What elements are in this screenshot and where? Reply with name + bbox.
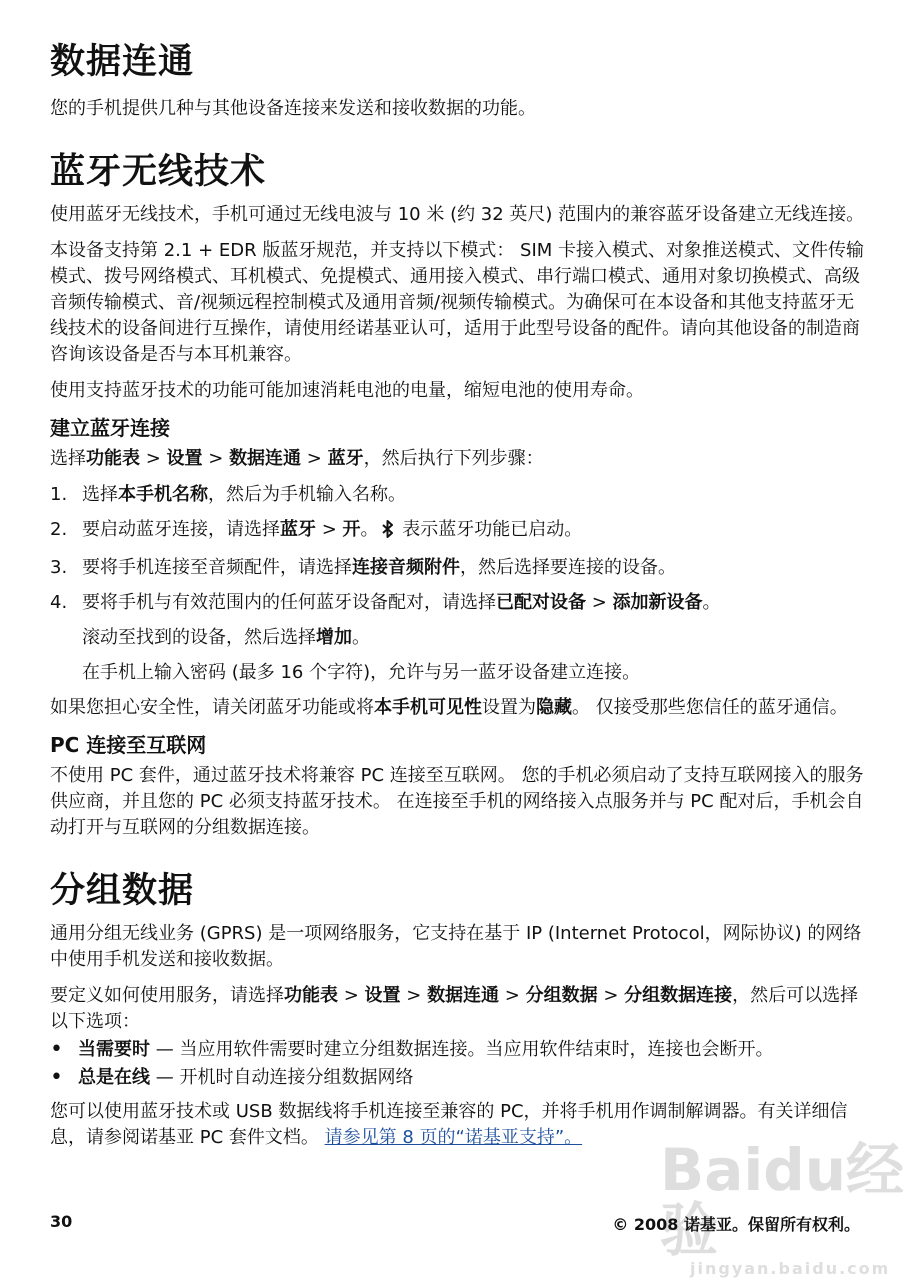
intro-paragraph: 您的手机提供几种与其他设备连接来发送和接收数据的功能。 xyxy=(50,98,536,119)
list-item: • 总是在线 — 开机时自动连接分组数据网络 xyxy=(50,1065,414,1090)
step4-detail-1: 滚动至找到的设备，然后选择增加。 xyxy=(82,627,370,648)
bluetooth-steps-list xyxy=(50,482,870,616)
step4-detail-2: 在手机上输入密码 (最多 16 个字符)，允许与另一蓝牙设备建立连接。 xyxy=(82,662,641,683)
bullet-icon: • xyxy=(50,1037,63,1062)
watermark-brand: Baidu经验 xyxy=(660,1136,905,1264)
section-title-bluetooth: 蓝牙无线技术 xyxy=(50,152,267,192)
bullet-icon: • xyxy=(50,1065,63,1090)
bluetooth-paragraph-2: 本设备支持第 2.1 + EDR 版蓝牙规范，并支持以下模式： SIM 卡接入模式、对象推送模式、文件传输模式、拨号网络模式、耳机模式、免提模式、通用接入模式、串行端口模式、通用对象切换模式、高级音频传输模式、音/视频远程控制模式及通用音频/视频传输模式。为确保可在本设备和其他支持蓝牙无线技术的设备间进行互操作，请使用经诺基亚认可，适用于此型号设备的配件。请向其他设备的制造商咨询该设备是否与本耳机兼容。 xyxy=(50,240,865,365)
section-title-packet-data: 分组数据 xyxy=(50,871,195,911)
packet-data-options xyxy=(50,1037,870,1091)
security-note: 如果您担心安全性，请关闭蓝牙功能或将本手机可见性设置为隐藏。 仅接受那些您信任的蓝牙通信。 xyxy=(50,697,848,718)
baidu-watermark xyxy=(660,1136,910,1278)
list-item: 4. 要将手机与有效范围内的任何蓝牙设备配对，请选择已配对设备 > 添加新设备。 xyxy=(50,592,721,613)
copyright-notice: © 2008 诺基亚。保留所有权利。 xyxy=(612,1215,860,1234)
list-item: 3. 要将手机连接至音频配件，请选择连接音频附件，然后选择要连接的设备。 xyxy=(50,557,676,578)
menu-path-bluetooth: 选择功能表 > 设置 > 数据连通 > 蓝牙，然后执行下列步骤： xyxy=(50,448,544,469)
bluetooth-paragraph-1: 使用蓝牙无线技术，手机可通过无线电波与 10 米 (约 32 英尺) 范围内的兼容蓝牙设备建立无线连接。 xyxy=(50,204,865,225)
packet-data-paragraph-last: 您可以使用蓝牙技术或 USB 数据线将手机连接至兼容的 PC，并将手机用作调制解调器。有关详细信息，请参阅诺基亚 PC 套件文档。 请参见第 8 页的“诺基亚支持”。 xyxy=(50,1101,848,1148)
page-number: 30 xyxy=(50,1212,73,1231)
nokia-support-link[interactable]: 请参见第 8 页的“诺基亚支持”。 xyxy=(324,1127,583,1148)
subheading-setup-bluetooth: 建立蓝牙连接 xyxy=(50,416,170,440)
packet-data-paragraph-1: 通用分组无线业务 (GPRS) 是一项网络服务，它支持在基于 IP (Internet Protocol，网际协议) 的网络中使用手机发送和接收数据。 xyxy=(50,923,862,970)
document-page xyxy=(50,38,870,1161)
watermark-url: jingyan.baidu.com xyxy=(690,1259,891,1278)
subheading-pc-internet: PC 连接至互联网 xyxy=(50,733,207,757)
bluetooth-icon xyxy=(382,520,394,546)
bluetooth-paragraph-3: 使用支持蓝牙技术的功能可能加速消耗电池的电量，缩短电池的使用寿命。 xyxy=(50,380,644,401)
list-item: 1. 选择本手机名称，然后为手机输入名称。 xyxy=(50,484,406,505)
list-item: 2. 要启动蓝牙连接，请选择蓝牙 > 开。 表示蓝牙功能已启动。 xyxy=(50,517,870,546)
section-title-data-connectivity: 数据连通 xyxy=(50,42,195,82)
menu-path-packet-data: 要定义如何使用服务，请选择功能表 > 设置 > 数据连通 > 分组数据 > 分组数据连接，然后可以选择以下选项： xyxy=(50,985,859,1032)
list-item: • 当需要时 — 当应用软件需要时建立分组数据连接。当应用软件结束时，连接也会断开。 xyxy=(50,1037,774,1062)
pc-internet-paragraph: 不使用 PC 套件，通过蓝牙技术将兼容 PC 连接至互联网。 您的手机必须启动了支持互联网接入的服务供应商，并且您的 PC 必须支持蓝牙技术。 在连接至手机的网络接入点服务并与 PC 配对后，手机会自动打开与互联网的分组数据连接。 xyxy=(50,765,864,838)
